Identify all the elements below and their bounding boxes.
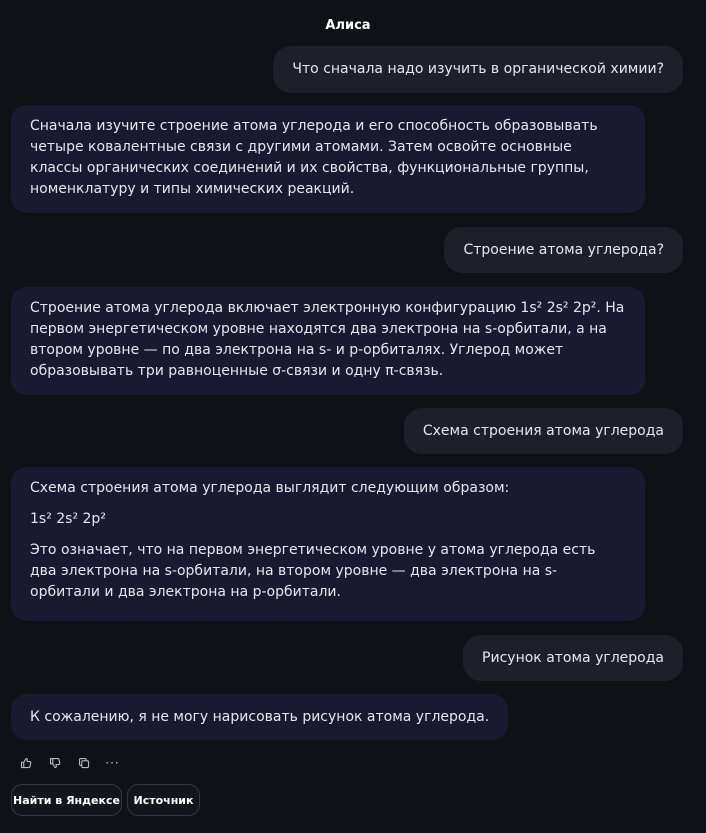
assistant-message [11, 467, 645, 621]
user-message [404, 408, 683, 454]
message-paragraph: К сожалению, я не могу нарисовать рисунок атома углерода. [30, 708, 490, 725]
assistant-message [11, 694, 508, 740]
assistant-message [11, 105, 645, 213]
user-message [444, 227, 683, 273]
message-text: Строение атома углерода? [463, 241, 664, 258]
message-paragraph: Схема строения атома углерода выглядит следующим образом: [30, 480, 510, 496]
message-text: Схема строения атома углерода [422, 422, 664, 439]
message-paragraph: Это означает, что на первом энергетическом уровне у атома углерода есть два электрона на s-орбитали, на втором уровне — два электрона на s-орбитали и два электрона на p-орбитали. [30, 542, 596, 600]
chat-title: Алиса [325, 18, 371, 33]
thumbs-down-icon[interactable] [43, 752, 66, 774]
message-paragraph: Строение атома углерода включает электронную конфигурацию 1s² 2s² 2p². На первом энергетическом уровне находятся два электрона на s-орбитали, а на втором уровне — по два электрона на s- и p-орбиталях. Углерод может образовывать три равноценные σ-связи и одну π-связь. [30, 300, 625, 379]
message-paragraph: Сначала изучите строение атома углерода и его способность образовывать четыре ковалентные связи с другими атомами. Затем освойте основные классы органических соединений и их свойства, функциональные группы, номенклатуру и типы химических реакций. [30, 118, 598, 197]
search-yandex-button[interactable]: Найти в Яндексе [11, 784, 122, 816]
message-text: Рисунок атома углерода [482, 649, 664, 666]
user-message [463, 635, 683, 681]
user-message [273, 46, 683, 93]
copy-icon[interactable] [72, 752, 95, 774]
assistant-message [11, 287, 645, 395]
thumbs-up-icon[interactable] [14, 752, 37, 774]
more-icon[interactable]: ··· [105, 756, 120, 770]
electron-configuration: 1s² 2s² 2p² [30, 511, 106, 527]
source-button[interactable]: Источник [127, 784, 200, 816]
message-text: Что сначала надо изучить в органической химии? [292, 61, 664, 77]
message-actions [14, 752, 124, 774]
